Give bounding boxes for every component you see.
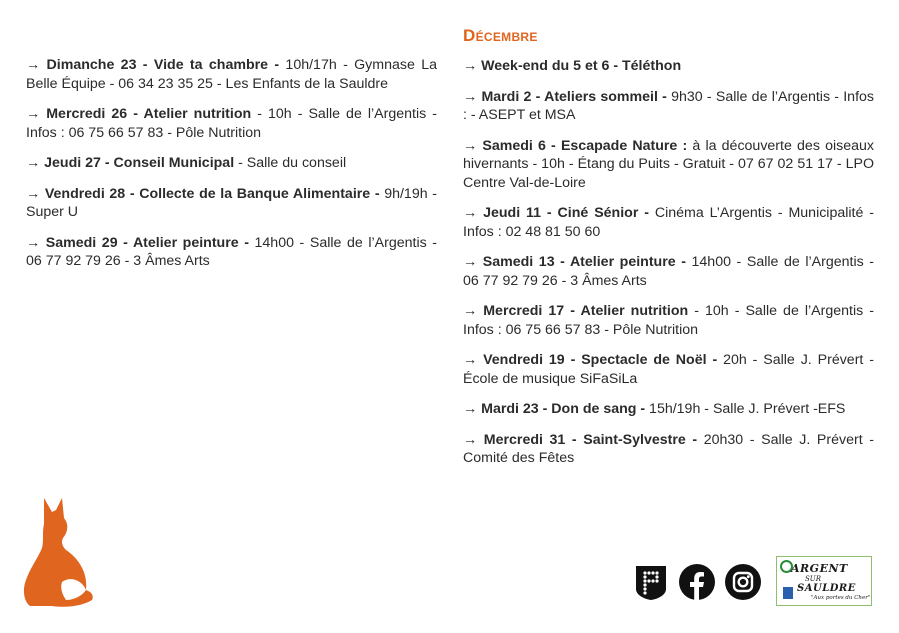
argent-sur-sauldre-logo[interactable]: ARGENT SUR SAULDRE "Aux portes du Cher" bbox=[776, 556, 872, 606]
social-icons bbox=[632, 556, 770, 608]
argent-logo-banner-icon bbox=[783, 587, 793, 599]
event-item: → Vendredi 19 - Spectacle de Noël - 20h - Salle J. Prévert - École de musique SiFaSiLa bbox=[463, 352, 874, 387]
right-column bbox=[463, 26, 874, 480]
panneaupocket-icon[interactable] bbox=[632, 563, 670, 601]
event-item: → Mardi 2 - Ateliers sommeil - 9h30 - Salle de l’Argentis - Infos : - ASEPT et MSA bbox=[463, 88, 875, 123]
fox-mascot-icon bbox=[22, 496, 94, 610]
event-item: → Mercredi 31 - Saint-Sylvestre - 20h30 - Salle J. Prévert - Comité des Fêtes bbox=[463, 431, 874, 466]
facebook-icon[interactable] bbox=[678, 563, 716, 601]
month-heading: Décembre bbox=[463, 26, 538, 45]
event-item: → Samedi 13 - Atelier peinture - 14h00 - Salle de l’Argentis - 06 77 92 79 26 - 3 Âmes Arts bbox=[463, 254, 874, 289]
event-item: → Mercredi 26 - Atelier nutrition - 10h - Salle de l’Argentis - Infos : 06 75 66 57 83 - Pôle Nutrition bbox=[26, 106, 437, 141]
left-column bbox=[26, 56, 437, 283]
event-item: → Samedi 29 - Atelier peinture - 14h00 - Salle de l’Argentis - 06 77 92 79 26 - 3 Âmes Arts bbox=[26, 234, 437, 269]
event-item: → Samedi 6 - Escapade Nature : à la découverte des oiseaux hivernants - 10h - Étang du Puits - Gratuit - 07 67 02 51 17 - LPO Centre Val-de-Loire bbox=[463, 137, 874, 191]
event-item: → Mardi 23 - Don de sang - 15h/19h - Salle J. Prévert -EFS bbox=[463, 401, 846, 417]
event-item: → Mercredi 17 - Atelier nutrition - 10h - Salle de l’Argentis - Infos : 06 75 66 57 83 - Pôle Nutrition bbox=[463, 303, 874, 338]
event-item: → Jeudi 27 - Conseil Municipal - Salle du conseil bbox=[26, 155, 347, 171]
event-item: → Week-end du 5 et 6 - Téléthon bbox=[463, 58, 682, 74]
event-item: → Jeudi 11 - Ciné Sénior - Cinéma L’Argentis - Municipalité - Infos : 02 48 81 50 60 bbox=[463, 205, 874, 240]
event-item: → Vendredi 28 - Collecte de la Banque Alimentaire - 9h/19h - Super U bbox=[26, 185, 437, 220]
event-item: → Dimanche 23 - Vide ta chambre - 10h/17h - Gymnase La Belle Équipe - 06 34 23 35 25 - Les Enfants de la Sauldre bbox=[26, 57, 437, 92]
instagram-icon[interactable] bbox=[724, 563, 762, 601]
